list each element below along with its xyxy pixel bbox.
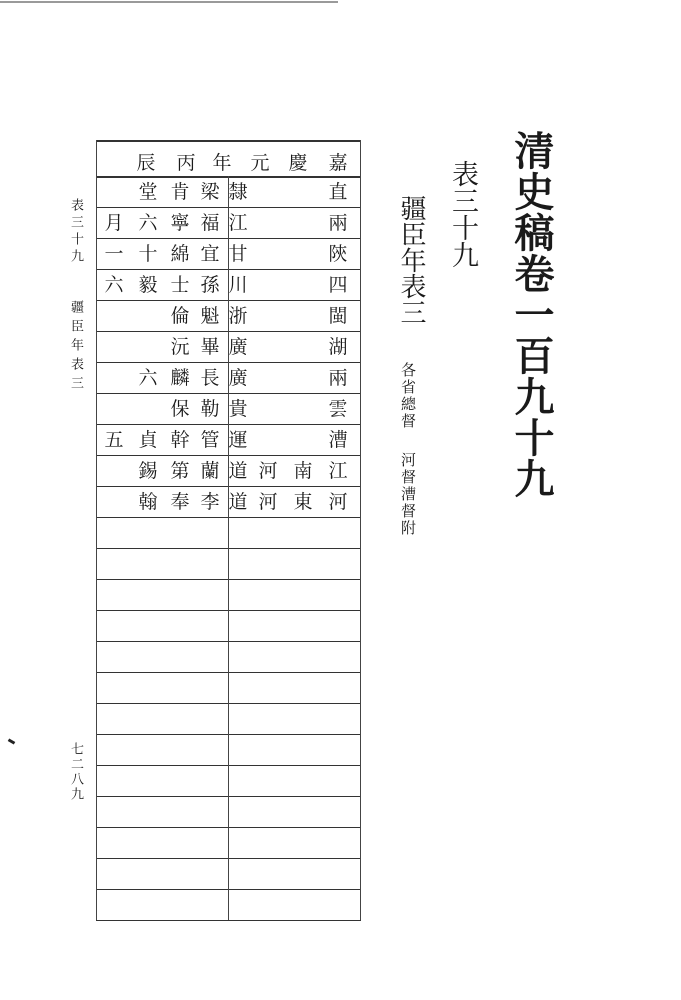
table-number: 表三十九 bbox=[447, 160, 478, 268]
running-head-table: 表三十九 bbox=[68, 198, 83, 266]
region-char: 廣 bbox=[228, 367, 248, 389]
person-char: 蘭 bbox=[200, 460, 220, 482]
region-char: 廣 bbox=[228, 336, 248, 358]
region-char: 兩 bbox=[328, 212, 348, 234]
region-char: 四 bbox=[328, 274, 348, 296]
region-char: 陝 bbox=[328, 243, 348, 265]
region-char: 閩 bbox=[328, 305, 348, 327]
person-char: 堂 bbox=[138, 181, 158, 203]
person-char: 一 bbox=[104, 243, 124, 265]
region-char: 浙 bbox=[228, 305, 248, 327]
person-char: 毅 bbox=[138, 274, 158, 296]
region-char: 河 bbox=[328, 491, 348, 513]
person-char: 福 bbox=[200, 212, 220, 234]
person-char: 孫 bbox=[200, 274, 220, 296]
person-char: 魁 bbox=[200, 305, 220, 327]
person-char: 綿 bbox=[170, 243, 190, 265]
region-char: 川 bbox=[228, 274, 248, 296]
person-char: 十 bbox=[138, 243, 158, 265]
region-char: 隸 bbox=[228, 181, 248, 203]
region-char: 甘 bbox=[228, 243, 248, 265]
header-char: 丙 bbox=[176, 152, 196, 174]
person-char: 畢 bbox=[200, 336, 220, 358]
person-char: 奉 bbox=[170, 491, 190, 513]
region-char: 南 bbox=[293, 460, 313, 482]
person-char: 勒 bbox=[200, 398, 220, 420]
person-char: 六 bbox=[138, 367, 158, 389]
region-char: 貴 bbox=[228, 398, 248, 420]
column-rule bbox=[96, 140, 97, 920]
row-rule bbox=[96, 920, 361, 921]
person-char: 倫 bbox=[170, 305, 190, 327]
column-rule bbox=[360, 140, 361, 920]
governors-table bbox=[96, 140, 361, 917]
region-char: 東 bbox=[293, 491, 313, 513]
person-char: 五 bbox=[104, 429, 124, 451]
header-char: 元 bbox=[250, 152, 270, 174]
row-rule bbox=[96, 140, 361, 142]
region-char: 道 bbox=[228, 491, 248, 513]
region-char: 漕 bbox=[328, 429, 348, 451]
person-char: 士 bbox=[170, 274, 190, 296]
person-char: 翰 bbox=[138, 491, 158, 513]
region-char: 河 bbox=[258, 460, 278, 482]
person-char: 寧 bbox=[170, 212, 190, 234]
header-char: 慶 bbox=[288, 152, 308, 174]
person-char: 梁 bbox=[200, 181, 220, 203]
volume-title: 清史稿卷一百九十九 bbox=[508, 130, 555, 499]
person-char: 管 bbox=[200, 429, 220, 451]
person-char: 長 bbox=[200, 367, 220, 389]
person-char: 錫 bbox=[138, 460, 158, 482]
region-char: 道 bbox=[228, 460, 248, 482]
header-char: 年 bbox=[212, 152, 232, 174]
person-char: 李 bbox=[200, 491, 220, 513]
top-rule bbox=[0, 1, 338, 3]
person-char: 宜 bbox=[200, 243, 220, 265]
scope-note-2: 河督漕督附 bbox=[399, 452, 417, 537]
person-char: 麟 bbox=[170, 367, 190, 389]
region-char: 江 bbox=[228, 212, 248, 234]
person-char: 六 bbox=[138, 212, 158, 234]
header-char: 嘉 bbox=[328, 152, 348, 174]
section-title: 疆臣年表三 bbox=[396, 195, 426, 325]
region-char: 雲 bbox=[328, 398, 348, 420]
running-head-section: 疆臣年表三 bbox=[68, 300, 83, 395]
region-char: 直 bbox=[328, 181, 348, 203]
person-char: 幹 bbox=[170, 429, 190, 451]
page-number: 七二八九 bbox=[68, 742, 83, 802]
person-char: 肯 bbox=[170, 181, 190, 203]
scope-note-1: 各省總督 bbox=[399, 362, 417, 430]
ink-mark bbox=[8, 738, 16, 744]
region-char: 運 bbox=[228, 429, 248, 451]
region-char: 江 bbox=[328, 460, 348, 482]
table-header bbox=[96, 148, 361, 172]
person-char: 月 bbox=[104, 212, 124, 234]
region-char: 兩 bbox=[328, 367, 348, 389]
header-char: 辰 bbox=[136, 152, 156, 174]
region-char: 湖 bbox=[328, 336, 348, 358]
person-char: 貞 bbox=[138, 429, 158, 451]
person-char: 保 bbox=[170, 398, 190, 420]
region-char: 河 bbox=[258, 491, 278, 513]
person-char: 六 bbox=[104, 274, 124, 296]
person-char: 第 bbox=[170, 460, 190, 482]
person-char: 沅 bbox=[170, 336, 190, 358]
